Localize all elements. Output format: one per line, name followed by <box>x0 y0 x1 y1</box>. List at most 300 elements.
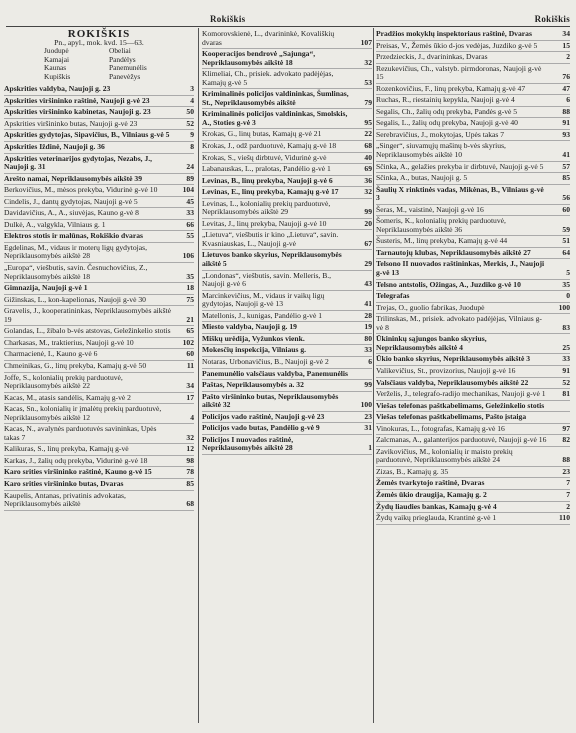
entry-phone-number: 67 <box>364 238 372 248</box>
entry-phone-number: 36 <box>364 175 372 185</box>
entry-phone-number: 68 <box>186 499 194 509</box>
entry-name: Gižinskas, L., kon-kapelionas, Naujoji g-vė 30 <box>4 294 146 304</box>
directory-entry <box>376 249 570 260</box>
directory-entry <box>202 220 372 231</box>
directory-entry <box>4 394 194 405</box>
entry-phone-number: 6 <box>566 95 570 105</box>
town-title: ROKIŠKIS <box>67 28 131 40</box>
entry-name: „Singer“, siuvamųjų mašinų b-vės skyrius, Nepriklausomybės aikštė 10 <box>376 141 506 160</box>
entry-phone-number: 65 <box>186 326 194 336</box>
entry-phone-number: 57 <box>562 161 570 171</box>
town-name: Panemunėlis <box>109 63 147 73</box>
entry-name: Panemunėlio valsčiaus valdyba, Panemunėlis <box>202 368 348 378</box>
running-head-right: Rokiškis <box>534 14 570 24</box>
entries-col1 <box>4 85 194 510</box>
directory-entry <box>4 362 194 373</box>
entry-name: „Lietuva“, viešbutis ir kino „Lietuva“, savin. Kvasniauskas, L., Naujoji g-vė <box>202 230 339 248</box>
entry-phone-number: 41 <box>364 299 372 309</box>
directory-entry <box>202 50 372 69</box>
directory-entry <box>4 264 194 283</box>
entry-phone-number: 66 <box>186 219 194 229</box>
entry-phone-number: 33 <box>364 345 372 355</box>
entry-name: Verželis, J., telegrafo-radijo mechanikas, Naujoji g-vė 1 <box>376 389 546 399</box>
entry-name: Šomeris, K., kolonialių prekių parduotuvė, Nepriklausomybės aikštė 36 <box>376 216 506 234</box>
directory-entry <box>202 90 372 109</box>
town-header <box>4 30 194 81</box>
entry-phone-number: 20 <box>364 218 372 228</box>
entry-name: Levinas, L., kolonialių prekių parduotuvė, Nepriklausomybės aikštė 29 <box>202 198 331 217</box>
connected-towns <box>4 47 194 81</box>
entry-name: „Londonas“, viešbutis, savin. Melleris, B., Naujoji g-vė 6 <box>202 270 332 289</box>
entry-name: Karo srities viršininko raštinė, Kauno g-vė 15 <box>4 467 152 477</box>
town-name: Obeliai <box>109 46 131 56</box>
entry-phone-number: 110 <box>559 513 570 523</box>
directory-entry <box>202 154 372 165</box>
entry-name: Rozenkovičius, F., linų prekyba, Kamajų g-vė 47 <box>376 83 526 93</box>
entry-phone-number: 2 <box>566 501 570 511</box>
directory-entry <box>202 165 372 176</box>
entry-name: Ruchas, R., riestainių kepykla, Naujoji g-vė 4 <box>376 95 515 105</box>
entry-phone-number: 55 <box>186 231 194 241</box>
entry-phone-number: 18 <box>186 283 194 293</box>
entry-phone-number: 32 <box>364 57 372 67</box>
entry-phone-number: 32 <box>364 187 372 197</box>
entry-phone-number: 28 <box>364 310 372 320</box>
entry-name: Apskrities viršininko kabinetas, Naujoji g. 23 <box>4 107 151 117</box>
entry-name: Kriminalinės policijos valdininkas, Šumlinas, St., Nepriklausomybės aikštė <box>202 89 349 107</box>
entry-phone-number: 75 <box>186 294 194 304</box>
directory-entry <box>202 413 372 424</box>
town-name: Kaunas <box>44 63 67 73</box>
entry-name: Telsno antstolis, Ožingas, A., Juzdiko g-vė 10 <box>376 279 521 289</box>
directory-entry <box>376 217 570 236</box>
directory-entry <box>376 206 570 217</box>
entry-phone-number: 3 <box>190 84 194 94</box>
entry-name: Žemės ūkio draugija, Kamajų g. 2 <box>376 489 487 499</box>
entry-phone-number: 11 <box>186 360 194 370</box>
directory-entry <box>376 335 570 354</box>
entry-phone-number: 45 <box>186 196 194 206</box>
directory-entry <box>376 174 570 185</box>
entry-phone-number: 50 <box>186 107 194 117</box>
directory-entry <box>4 350 194 361</box>
entry-phone-number: 78 <box>186 467 194 477</box>
entry-name: Pašto viršininko butas, Nepriklausomybės aikštė 32 <box>202 391 339 410</box>
directory-entry <box>4 425 194 444</box>
entry-name: Miesto valdyba, Naujoji g. 19 <box>202 322 297 332</box>
entry-name: Žydų vaikų prieglauda, Krantinė g-vė 1 <box>376 513 497 523</box>
entry-name: Apskrities viršininko butas, Naujoji g-vė 23 <box>4 118 138 128</box>
entry-phone-number: 91 <box>562 118 570 128</box>
entry-phone-number: 99 <box>364 207 372 217</box>
directory-entry <box>202 70 372 89</box>
directory-entry <box>4 457 194 468</box>
entry-phone-number: 99 <box>364 380 372 390</box>
entry-name: Krokas, J., odž parduotuvė, Kamajų g-vė 18 <box>202 141 337 151</box>
directory-entry <box>202 177 372 188</box>
entry-phone-number: 23 <box>364 411 372 421</box>
directory-entry <box>202 231 372 250</box>
directory-entry <box>4 232 194 243</box>
entry-name: Preisas, V., Žemės ūkio d-jos vedėjas, Juzdiko g-vė 5 <box>376 40 538 50</box>
running-head-left: Rokiškis <box>210 14 246 24</box>
entry-phone-number: 59 <box>562 224 570 234</box>
entry-name: Cindelis, J., dantų gydytojas, Naujoji g-vė 5 <box>4 196 138 206</box>
directory-entry <box>376 468 570 479</box>
entry-name: Charmacienė, I., Kauno g-vė 6 <box>4 349 98 359</box>
directory-entry <box>4 244 194 263</box>
directory-entry <box>376 503 570 514</box>
entry-phone-number: 41 <box>562 150 570 160</box>
entry-phone-number: 79 <box>364 97 372 107</box>
entry-name: Gravelis, J., kooperatininkas, Nepriklausomybės aikštė 19 <box>4 306 172 324</box>
entry-name: Notaras, Urbonavičius, B., Naujoji g-vė 2 <box>202 356 329 366</box>
entry-phone-number: 81 <box>562 389 570 399</box>
entry-phone-number: 8 <box>190 142 194 152</box>
entry-phone-number: 43 <box>364 279 372 289</box>
entry-phone-number: 88 <box>562 455 570 465</box>
entry-phone-number: 89 <box>186 173 194 183</box>
directory-entry <box>202 346 372 357</box>
entry-name: Krokas, S., viešų dirbtuvė, Vidurinė g-vė <box>202 152 327 162</box>
town-name: Kamajai <box>44 54 70 64</box>
entry-name: Sčinka, A., gelažies prekyba ir dirbtuvė, Naujoji g-vė 5 <box>376 161 544 171</box>
directory-entry <box>202 323 372 334</box>
entry-phone-number: 0 <box>566 291 570 301</box>
entry-name: Kacas, M., atasis sandėlis, Kamajų g-vė 2 <box>4 392 131 402</box>
entry-name: Zizas, B., Kamajų g. 35 <box>376 466 449 476</box>
entry-name: Segalis, Ch., žalių odų prekyba, Pandės g-vė 5 <box>376 106 518 116</box>
directory-entry <box>202 393 372 412</box>
entry-name: Matellonis, J., kunigas, Pandėlio g-vė 1 <box>202 310 323 320</box>
entry-name: Kaupelis, Antanas, privatinis advokatas, Nepriklausomybės aikštė <box>4 490 126 509</box>
entry-phone-number: 40 <box>364 152 372 162</box>
entry-phone-number: 5 <box>566 268 570 278</box>
directory-entry <box>202 110 372 129</box>
directory-entry <box>4 445 194 456</box>
entry-phone-number: 7 <box>566 478 570 488</box>
entry-phone-number: 69 <box>364 164 372 174</box>
entry-phone-number: 2 <box>566 52 570 62</box>
directory-entry <box>4 468 194 479</box>
entry-phone-number: 12 <box>186 444 194 454</box>
entry-phone-number: 64 <box>562 247 570 257</box>
entry-phone-number: 6 <box>368 356 372 366</box>
entry-phone-number: 22 <box>364 129 372 139</box>
entry-name: Kriminalinės policijos valdininkas, Smolskis, A., Stoties g-vė 3 <box>202 109 348 127</box>
directory-entry <box>376 96 570 107</box>
entry-phone-number: 107 <box>360 37 372 47</box>
column-divider <box>373 28 374 723</box>
directory-entry <box>376 53 570 64</box>
entry-name: Charkasas, M., traktierius, Naujoji g-vė 10 <box>4 337 134 347</box>
entry-phone-number: 83 <box>562 322 570 332</box>
entry-name: Sčinka, A., butas, Naujoji g. 5 <box>376 173 468 183</box>
directory-entry <box>4 186 194 197</box>
directory-entry <box>202 200 372 219</box>
entry-name: Apskrities viršininko raštinė, Naujoji g-vė 23 <box>4 95 150 105</box>
entry-phone-number: 35 <box>562 279 570 289</box>
directory-entry <box>376 85 570 96</box>
directory-entry <box>376 65 570 84</box>
entry-phone-number: 97 <box>562 423 570 433</box>
entry-phone-number: 19 <box>364 322 372 332</box>
directory-entry <box>376 402 570 413</box>
entry-name: Egdelinas, M., vidaus ir moterų ligų gydytojas, Nepriklausomybės aikštė 28 <box>4 242 147 261</box>
entry-name: Šeras, M., vaistinė, Naujoji g-vė 16 <box>376 204 484 214</box>
entries-col2 <box>202 30 372 455</box>
entry-name: Krokas, G., linų butas, Kamajų g-vė 21 <box>202 129 322 139</box>
entry-name: Lietuvos banko skyrius, Nepriklausomybės aikštė 5 <box>202 250 342 269</box>
town-subtitle: Pn., apyl., mok. kvd. 15—63. <box>54 37 144 47</box>
entry-name: Zavikovičius, M., kolonialių ir maisto prekių parduotuvė, Nepriklausomybės aikštė 24 <box>376 446 513 465</box>
entry-phone-number: 21 <box>186 314 194 324</box>
entry-name: Valikevičius, St., provizorius, Naujoji g-vė 16 <box>376 365 516 375</box>
entry-name: Apskrities Iždinė, Naujoji g. 36 <box>4 142 105 152</box>
entry-phone-number: 4 <box>190 95 194 105</box>
directory-entry <box>202 272 372 291</box>
entry-phone-number: 76 <box>562 72 570 82</box>
column-divider <box>198 28 199 723</box>
top-rule <box>6 26 570 27</box>
directory-entry <box>376 355 570 366</box>
entry-phone-number: 52 <box>186 118 194 128</box>
entry-phone-number: 53 <box>364 77 372 87</box>
entry-phone-number: 60 <box>186 349 194 359</box>
entry-name: Serebravičius, J., mokytojas, Upės takas 7 <box>376 129 505 139</box>
directory-entry <box>376 379 570 390</box>
entry-phone-number: 98 <box>186 455 194 465</box>
entry-name: „Europa“, viešbutis, savin. Česnuchovičius, Z., Nepriklausomybės aikštė 18 <box>4 263 148 281</box>
directory-entry <box>376 142 570 161</box>
entry-phone-number: 88 <box>562 106 570 116</box>
directory-entry <box>376 260 570 279</box>
entry-name: Telsono II nuovados raštininkas, Merkis, J., Naujoji g-vė 13 <box>376 259 545 278</box>
directory-entry <box>4 209 194 220</box>
directory-entry <box>4 143 194 154</box>
entry-phone-number: 52 <box>562 377 570 387</box>
directory-entry <box>376 42 570 53</box>
entry-phone-number: 102 <box>182 337 194 347</box>
entry-name: Policijos vado raštinė, Naujoji g-vė 23 <box>202 411 325 421</box>
column-2 <box>202 30 372 727</box>
entry-phone-number: 80 <box>364 333 372 343</box>
directory-entry <box>202 358 372 369</box>
entry-name: Paštas, Nepriklausomybės a. 32 <box>202 380 304 390</box>
directory-entry <box>4 307 194 326</box>
directory-entry <box>376 281 570 292</box>
directory-entry <box>376 315 570 334</box>
directory-entry <box>4 492 194 511</box>
entry-name: Berkovičius, M., mėsos prekyba, Vidurinė g-vė 10 <box>4 185 158 195</box>
directory-entry <box>4 198 194 209</box>
directory-entry <box>4 108 194 119</box>
entry-name: Karkas, J., žalių odų prekyba, Vidurinė g-vė 18 <box>4 455 148 465</box>
entry-name: Telegrafas <box>376 291 410 301</box>
directory-entry <box>376 514 570 525</box>
entry-name: Viešas telefonas paštkabelimams, Geležinkelio stotis <box>376 400 545 410</box>
entry-phone-number: 24 <box>186 162 194 172</box>
directory-entry <box>376 186 570 205</box>
entry-phone-number: 100 <box>558 302 570 312</box>
directory-entry <box>376 491 570 502</box>
entry-phone-number: 51 <box>562 236 570 246</box>
entry-name: Golandas, L., žibalo b-vės atstovas, Geležinkelio stotis <box>4 326 171 336</box>
entry-name: Dulkė, A., valgykla, Vilniaus g. 1 <box>4 219 106 229</box>
entry-name: Viešas telefonas paštkabelimams, Pašto įstaiga <box>376 412 527 422</box>
directory-entry <box>4 120 194 131</box>
entry-phone-number: 91 <box>562 365 570 375</box>
directory-entry <box>202 130 372 141</box>
entry-name: Žydų liaudies bankas, Kamajų g-vė 4 <box>376 501 497 511</box>
entry-name: Labanauskas, L., pralotas, Pandėlio g-vė 1 <box>202 164 331 174</box>
directory-entry <box>376 425 570 436</box>
entry-name: Ūkininkų sąjungos banko skyrius, Nepriklausomybės aikštė 4 <box>376 334 487 352</box>
entry-phone-number: 4 <box>190 412 194 422</box>
directory-entry <box>376 304 570 315</box>
directory-entry <box>376 436 570 447</box>
entry-name: Trilinskas, M., prisiek. advokato padėjėjas, Vilniaus g-vė 8 <box>376 314 542 332</box>
directory-entry <box>4 480 194 491</box>
directory-entry <box>4 85 194 96</box>
directory-entry <box>376 292 570 303</box>
directory-entry <box>202 251 372 270</box>
entry-phone-number: 85 <box>562 173 570 183</box>
entry-phone-number: 68 <box>364 141 372 151</box>
entry-phone-number: 23 <box>562 466 570 476</box>
directory-entry <box>376 119 570 130</box>
entry-phone-number: 9 <box>190 130 194 140</box>
entry-phone-number: 82 <box>562 435 570 445</box>
directory-entry <box>376 413 570 424</box>
entry-phone-number: 85 <box>186 478 194 488</box>
entries-col3 <box>376 30 570 525</box>
entry-name: Levinas, B., linų prekyba, Naujoji g-vė 6 <box>202 175 333 185</box>
directory-entry <box>376 30 570 41</box>
directory-entry <box>4 374 194 393</box>
directory-entry <box>202 381 372 392</box>
town-name: Kupiškis <box>44 71 71 81</box>
entry-name: Przedzieckis, J., dvarininkas, Dvaras <box>376 52 488 62</box>
directory-entry <box>4 221 194 232</box>
directory-entry <box>202 424 372 435</box>
directory-entry <box>4 327 194 338</box>
entry-name: Valsčiaus valdyba, Nepriklausomybės aikštė 22 <box>376 377 529 387</box>
entry-name: Rezukevičius, Ch., valstyb. pirmdoronas, Naujoji g-vė 15 <box>376 63 542 82</box>
directory-entry <box>376 163 570 174</box>
entry-name: Marcinkevičius, M., vidaus ir vaikų ligų gydytojas, Naujoji g-vė 13 <box>202 290 325 309</box>
entry-name: Karo srities viršininko butas, Dvaras <box>4 478 124 488</box>
directory-entry <box>202 370 372 381</box>
entry-name: Šusteris, M., linų prekyba, Kamajų g-vė 44 <box>376 236 508 246</box>
entry-name: Segalis, L., žalių odų prekyba, Naujoji g-vė 40 <box>376 118 518 128</box>
entry-name: Pradžios mokyklų inspektoriaus raštinė, Dvaras <box>376 29 532 38</box>
entry-phone-number: 93 <box>562 129 570 139</box>
entry-name: Trejas, O., guolio fabrikas, Juodupė <box>376 302 485 312</box>
entry-name: Kalikuras, S., linų prekyba, Kamajų g-vė <box>4 444 129 454</box>
entry-name: Klimeliai, Ch., prisiek. advokato padėjėjas, Kamajų g-vė 5 <box>202 69 334 87</box>
entry-name: Gimnazija, Naujoji g-vė 1 <box>4 283 88 293</box>
entry-phone-number: 25 <box>562 342 570 352</box>
entry-name: Šaulių X rinktinės vadas, Mikėnas, B., Vilniaus g-vė 3 <box>376 184 544 203</box>
directory-entry <box>202 335 372 346</box>
entry-name: Komorovskienė, L., dvarininkė, Kovališkių dvaras <box>202 29 335 47</box>
town-name: Pandėlys <box>109 54 136 64</box>
entry-phone-number: 34 <box>562 29 570 38</box>
directory-entry <box>4 296 194 307</box>
column-3 <box>376 30 570 727</box>
entry-name: Levinas, E., linų prekyba, Kamajų g-vė 17 <box>202 187 339 197</box>
entry-phone-number: 60 <box>562 204 570 214</box>
entry-name: Joffe, S., kolonialių prekių parduotuvė, Nepriklausomybės aikštė 22 <box>4 372 123 391</box>
directory-entry <box>4 284 194 295</box>
directory-entry <box>376 367 570 378</box>
entry-phone-number: 15 <box>562 40 570 50</box>
entry-name: Levitas, J., linų prekyba, Naujoji g-vė 10 <box>202 218 327 228</box>
directory-entry <box>202 436 372 455</box>
directory-entry <box>376 479 570 490</box>
entry-name: Policijos I nuovados raštinė, Nepriklausomybės aikštė 28 <box>202 434 294 453</box>
directory-entry <box>202 188 372 199</box>
entry-phone-number: 33 <box>186 208 194 218</box>
directory-entry <box>4 131 194 142</box>
entry-name: Arešto namai, Nepriklausomybės aikštė 39 <box>4 173 143 183</box>
entry-name: Zalcmanas, A., galanterijos parduotuvė, Naujoji g-vė 16 <box>376 435 547 445</box>
entry-name: Kacas, N., avalynės parduotuvės savininkas, Upės takas 7 <box>4 424 157 442</box>
directory-entry <box>4 175 194 186</box>
entry-phone-number: 47 <box>562 83 570 93</box>
entry-name: Ūkio banko skyrius, Nepriklausomybės aikštė 3 <box>376 354 531 364</box>
entry-phone-number: 95 <box>364 117 372 127</box>
entry-phone-number: 100 <box>360 400 372 410</box>
entry-name: Vinokuras, L., fotografas, Kamajų g-vė 16 <box>376 423 505 433</box>
directory-entry <box>376 131 570 142</box>
entry-name: Apskrities gydytojas, Sipavičius, B., Vilniaus g-vė 5 <box>4 130 170 140</box>
entry-phone-number: 31 <box>364 423 372 433</box>
directory-entry <box>376 390 570 401</box>
entry-phone-number: 33 <box>562 354 570 364</box>
directory-entry <box>376 448 570 467</box>
entry-name: Kacas, Sn., kolonialių ir įmalėtų prekių parduotuvė, Nepriklausomybės aikštė 12 <box>4 404 162 422</box>
directory-entry <box>4 155 194 174</box>
entry-name: Elektros stotis ir malūnas, Rokiškio dvaras <box>4 231 143 241</box>
entry-phone-number: 56 <box>562 193 570 203</box>
directory-entry <box>202 142 372 153</box>
directory-entry <box>202 292 372 311</box>
directory-entry <box>4 97 194 108</box>
entry-phone-number: 17 <box>186 392 194 402</box>
entry-phone-number: 106 <box>182 251 194 261</box>
entry-name: Apskrities valdyba, Naujoji g. 23 <box>4 84 111 94</box>
directory-entry <box>202 30 372 49</box>
entry-name: Miškų urėdija, Vyžunkos vienk. <box>202 333 305 343</box>
directory-entry <box>4 405 194 424</box>
entry-phone-number: 35 <box>186 271 194 281</box>
entry-name: Mokesčių inspekcija, Vilniaus g. <box>202 345 307 355</box>
entry-phone-number: 29 <box>364 259 372 269</box>
entry-phone-number: 7 <box>566 489 570 499</box>
entry-name: Chmeinikas, G., linų prekyba, Kamajų g-vė 50 <box>4 360 147 370</box>
entry-name: Kooperacijos bendrovė „Sajunga“, Nepriklausomybės aikštė 18 <box>202 49 316 67</box>
directory-entry <box>4 339 194 350</box>
directory-entry <box>376 237 570 248</box>
entry-phone-number: 1 <box>368 443 372 453</box>
entry-phone-number: 34 <box>186 381 194 391</box>
entry-name: Policijos vado butas, Pandėlio g-vė 9 <box>202 423 320 433</box>
entry-name: Apskrities veterinarijos gydytojas, Nezabs, J., Naujoji g. 31 <box>4 153 153 172</box>
directory-entry <box>202 312 372 323</box>
column-1 <box>4 30 194 727</box>
